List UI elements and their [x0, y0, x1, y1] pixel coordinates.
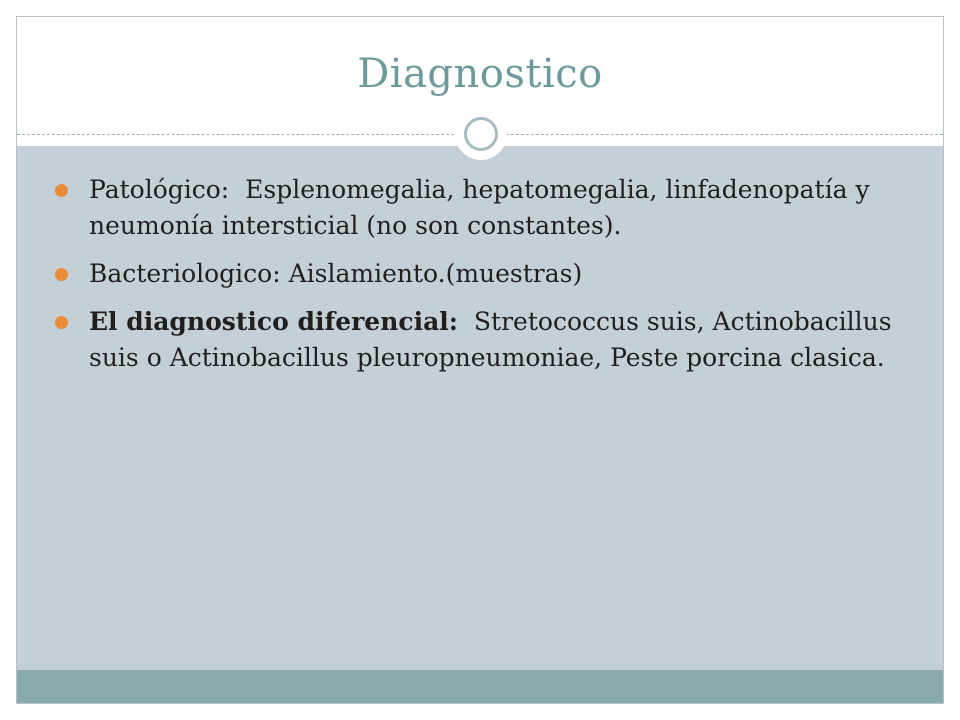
bullet-text: Esplenomegalia, hepatomegalia, linfadenopatía y neumonía intersticial (no son constantes). — [89, 175, 878, 240]
bullet-lead: Patológico: — [89, 175, 230, 204]
bullet-item-patologico — [73, 172, 893, 244]
bullet-text: Stretococcus suis, Actinobacillus suis o Actinobacillus pleuropneumoniae, Peste porcina clasica. — [89, 307, 900, 372]
bullet-list — [73, 172, 900, 388]
bullet-lead: Bacteriologico: — [89, 259, 281, 288]
bullet-item-diagnostico-diferencial — [73, 304, 900, 376]
bullet-dot-icon — [55, 268, 68, 281]
slide-title: Diagnostico — [357, 51, 603, 97]
bullet-item-bacteriologico — [73, 256, 893, 292]
circle-icon — [464, 117, 498, 151]
footer-band — [17, 670, 943, 703]
bullet-dot-icon — [55, 316, 68, 329]
bullet-dot-icon — [55, 184, 68, 197]
slide-frame — [16, 16, 944, 704]
bullet-text: Aislamiento.(muestras) — [280, 259, 583, 288]
bullet-lead: El diagnostico diferencial: — [89, 307, 459, 336]
